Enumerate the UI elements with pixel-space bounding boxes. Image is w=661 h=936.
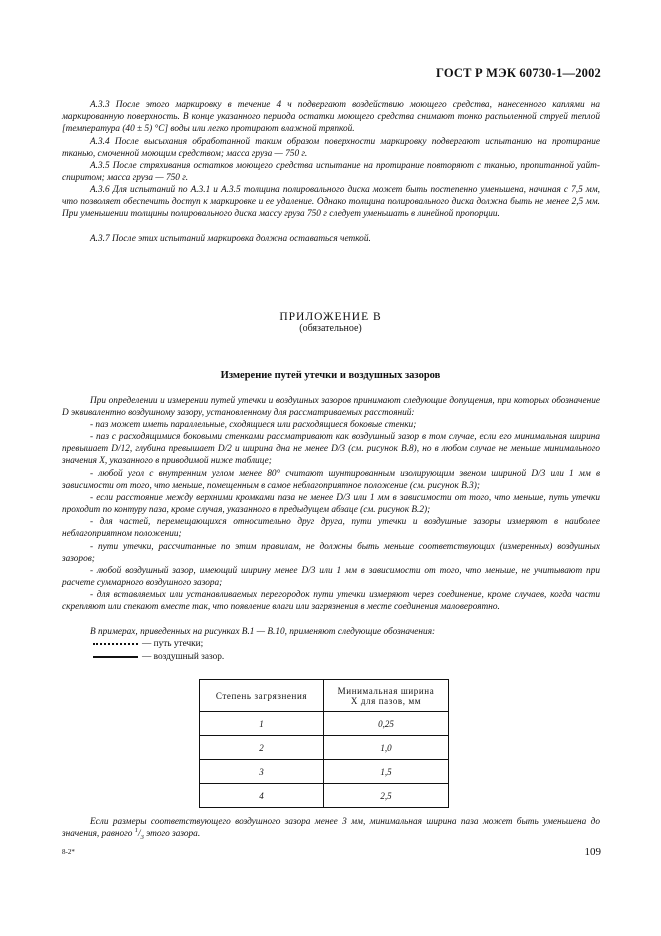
paragraph-a36: А.3.6 Для испытаний по А.3.1 и А.3.5 толщина полировального диска может быть постепенно уменьшена, начиная с 7,5 мм, что позволяет обеспечить доступ к маркировке и ее удаление. Однако толщина полировального диска должна быть не менее 2,5 мм. При уменьшении толщины полировального диска массу груза 750 г следует уменьшать в линейной пропорции. [62, 185, 600, 220]
min-width-table [199, 679, 449, 808]
footer-mark: 8-2* [62, 848, 75, 856]
table-cell-degree: 2 [200, 736, 324, 760]
paragraph-a37: А.3.7 После этих испытаний маркировка должна оставаться четкой. [90, 234, 371, 244]
closing-paragraph: Если размеры соответствующего воздушного зазора менее 3 мм, минимальная ширина паза может быть уменьшена до значения, равного $^1/_3$ этого зазора. [62, 817, 600, 842]
appendix-title: ПРИЛОЖЕНИЕ В [279, 311, 382, 323]
table-header-pollution: Степень загрязнения [200, 680, 324, 712]
table-cell-width: 0,25 [324, 712, 449, 736]
legend-clearance-label: — воздушный зазор. [142, 652, 225, 662]
table-cell-degree: 4 [200, 784, 324, 808]
dotted-line-symbol [93, 643, 138, 645]
appendix-subtitle: (обязательное) [299, 323, 362, 334]
fraction-denominator: 3 [140, 834, 144, 842]
table-row [200, 736, 449, 760]
table-cell-width: 1,0 [324, 736, 449, 760]
assumption-item-2: - паз с расходящимися боковыми стенками рассматривают как воздушный зазор в том случае, если его минимальная ширина превышает D/12, глубина превышает D/2 и ширина дна не менее D/3 (см. рисунок В.8), но в любом случае не меньше минимального значения X, указанного в приводимой ниже таблице; [62, 432, 600, 467]
examples-paragraph: В примерах, приведенных на рисунках В.1 — В.10, применяют следующие обозначения: [90, 627, 436, 637]
section-title: Измерение путей утечки и воздушных зазоров [220, 370, 441, 381]
fraction-numerator: 1 [134, 827, 138, 835]
assumption-item-1: - паз может иметь параллельные, сходящиеся или расходящиеся боковые стенки; [90, 420, 417, 430]
paragraph-a33: А.3.3 После этого маркировку в течение 4 ч подвергают воздействию моющего средства, нанесенного каплями на маркированную поверхность. В конце указанного периода остатки моющего средства снимают тонко распыленной струей теплой [температура (40 ± 5) °С] воды или легко протирают влажной тряпкой. [62, 100, 600, 135]
table-cell-degree: 1 [200, 712, 324, 736]
paragraph-a35: А.3.5 После стряхивания остатков моющего средства испытание на протирание повторяют с тканью, пропитанной уайт-спиритом; масса груза — 750 г. [62, 161, 600, 184]
table-cell-width: 2,5 [324, 784, 449, 808]
table-header-min-width-line2: X для пазов, мм [350, 695, 422, 706]
table-row [200, 760, 449, 784]
intro-paragraph: При определении и измерении путей утечки и воздушных зазоров принимают следующие допущения, при которых обозначение D эквивалентно воздушному зазору, установленному для рассматриваемых расстояний: [62, 396, 600, 419]
table-row [200, 784, 449, 808]
assumption-item-7: - любой воздушный зазор, имеющий ширину менее D/3 или 1 мм в зависимости от того, что меньше, не учитывают при расчете суммарного воздушного зазора; [62, 566, 600, 589]
solid-line-symbol [93, 656, 138, 658]
table-header-min-width [324, 680, 449, 712]
assumption-item-6: - пути утечки, рассчитанные по этим правилам, не должны быть меньше соответствующих (измеренных) воздушных зазоров; [62, 542, 600, 565]
table-header-min-width-line1: Минимальная ширина [337, 685, 435, 696]
assumption-item-3: - любой угол с внутренним углом менее 80° считают шунтированным изолирующим звеном шириной D/3 или 1 мм в зависимости от того, что меньше, помещенным в самое неблагоприятное положение (см. рисунок В.3); [62, 469, 600, 492]
document-header: ГОСТ Р МЭК 60730-1—2002 [436, 66, 601, 80]
table-cell-width: 1,5 [324, 760, 449, 784]
closing-text-after: этого зазора. [143, 829, 201, 840]
table-cell-degree: 3 [200, 760, 324, 784]
page-number: 109 [584, 846, 601, 858]
closing-text-before: Если размеры соответствующего воздушного зазора менее 3 мм, минимальная ширина паза может быть уменьшена до значения, равного [62, 817, 600, 840]
assumption-item-5: - для частей, перемещающихся относительно друг друга, пути утечки и воздушные зазоры измеряют в наиболее неблагоприятном положении; [62, 517, 600, 540]
legend-clearance [93, 651, 224, 663]
legend-creepage-label: — путь утечки; [142, 639, 204, 649]
assumption-item-8: - для вставляемых или устанавливаемых перегородок пути утечки измеряют через соединение, кроме случаев, когда части скрепляют или спекают вместе так, что появление влаги или загрязнения в месте соединения маловероятно. [62, 590, 600, 613]
paragraph-a34: А.3.4 После высыхания обработанной таким образом поверхности маркировку подвергают испытанию на протирание тканью, смоченной моющим средством; масса груза — 750 г. [62, 137, 600, 160]
table-header-row [200, 680, 449, 712]
table-row [200, 712, 449, 736]
legend-creepage [93, 638, 203, 650]
assumption-item-4: - если расстояние между верхними кромками паза не менее D/3 или 1 мм в зависимости от того, что меньше, путь утечки проходит по контуру паза, кроме случая, указанного в предыдущем абзаце (см. рисунок В.2); [62, 493, 600, 516]
